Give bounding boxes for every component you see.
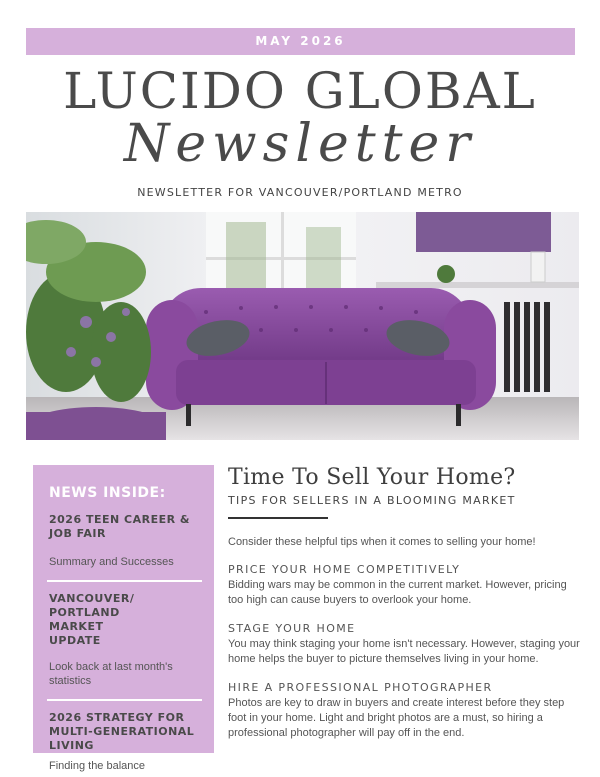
hero-image (26, 212, 579, 440)
tip-title: STAGE YOUR HOME (228, 622, 356, 635)
sidebar-item-desc: Finding the balance (49, 760, 146, 772)
date-banner (26, 28, 575, 55)
sidebar-item-title: VANCOUVER/ PORTLAND MARKET UPDATE (49, 592, 135, 647)
sidebar-item-title: 2026 STRATEGY FOR MULTI-GENERATIONAL LIVING (49, 711, 195, 752)
tip-title: PRICE YOUR HOME COMPETITIVELY (228, 563, 461, 576)
sidebar-item-desc: Look back at last month's statistics (49, 661, 173, 687)
news-inside-sidebar (33, 465, 214, 772)
sidebar-item-title: 2026 TEEN CAREER & JOB FAIR (49, 513, 190, 540)
issue-date: MAY 2026 (255, 34, 346, 48)
article-subtitle: TIPS FOR SELLERS IN A BLOOMING MARKET (228, 494, 516, 507)
article-title: Time To Sell Your Home? (228, 465, 516, 490)
purple-sofa-illustration (26, 212, 579, 440)
tip-body: Bidding wars may be common in the current market. However, pricing too high can cause buyers to overlook your home. (228, 579, 567, 606)
sidebar-item-market-update[interactable] (49, 592, 200, 688)
tip-staging (228, 622, 583, 667)
masthead-title: LUCIDO GLOBAL (63, 62, 537, 120)
sidebar-item-career-fair[interactable] (49, 513, 200, 569)
sidebar-heading: NEWS INSIDE: (49, 485, 166, 501)
sidebar-item-multigenerational[interactable] (49, 711, 200, 773)
article-intro: Consider these helpful tips when it comes to selling your home! (228, 536, 536, 548)
tip-body: You may think staging your home isn't necessary. However, staging your home helps the buyer to picture themselves living in your home. (228, 638, 580, 665)
sidebar-item-desc: Summary and Successes (49, 556, 174, 568)
sidebar-divider (47, 580, 202, 582)
tip-pricing (228, 563, 583, 608)
tip-body: Photos are key to draw in buyers and create interest before they step foot in your home. Light and bright photos are a must, so hiring a professional photographer will pay off in the end. (228, 697, 565, 739)
main-article (228, 465, 583, 741)
tip-photographer (228, 681, 583, 741)
article-divider (228, 517, 328, 519)
tip-title: HIRE A PROFESSIONAL PHOTOGRAPHER (228, 681, 493, 694)
masthead-subtitle: NEWSLETTER FOR VANCOUVER/PORTLAND METRO (137, 186, 463, 199)
sidebar-divider (47, 699, 202, 701)
masthead-script-title: Newsletter (123, 114, 477, 174)
